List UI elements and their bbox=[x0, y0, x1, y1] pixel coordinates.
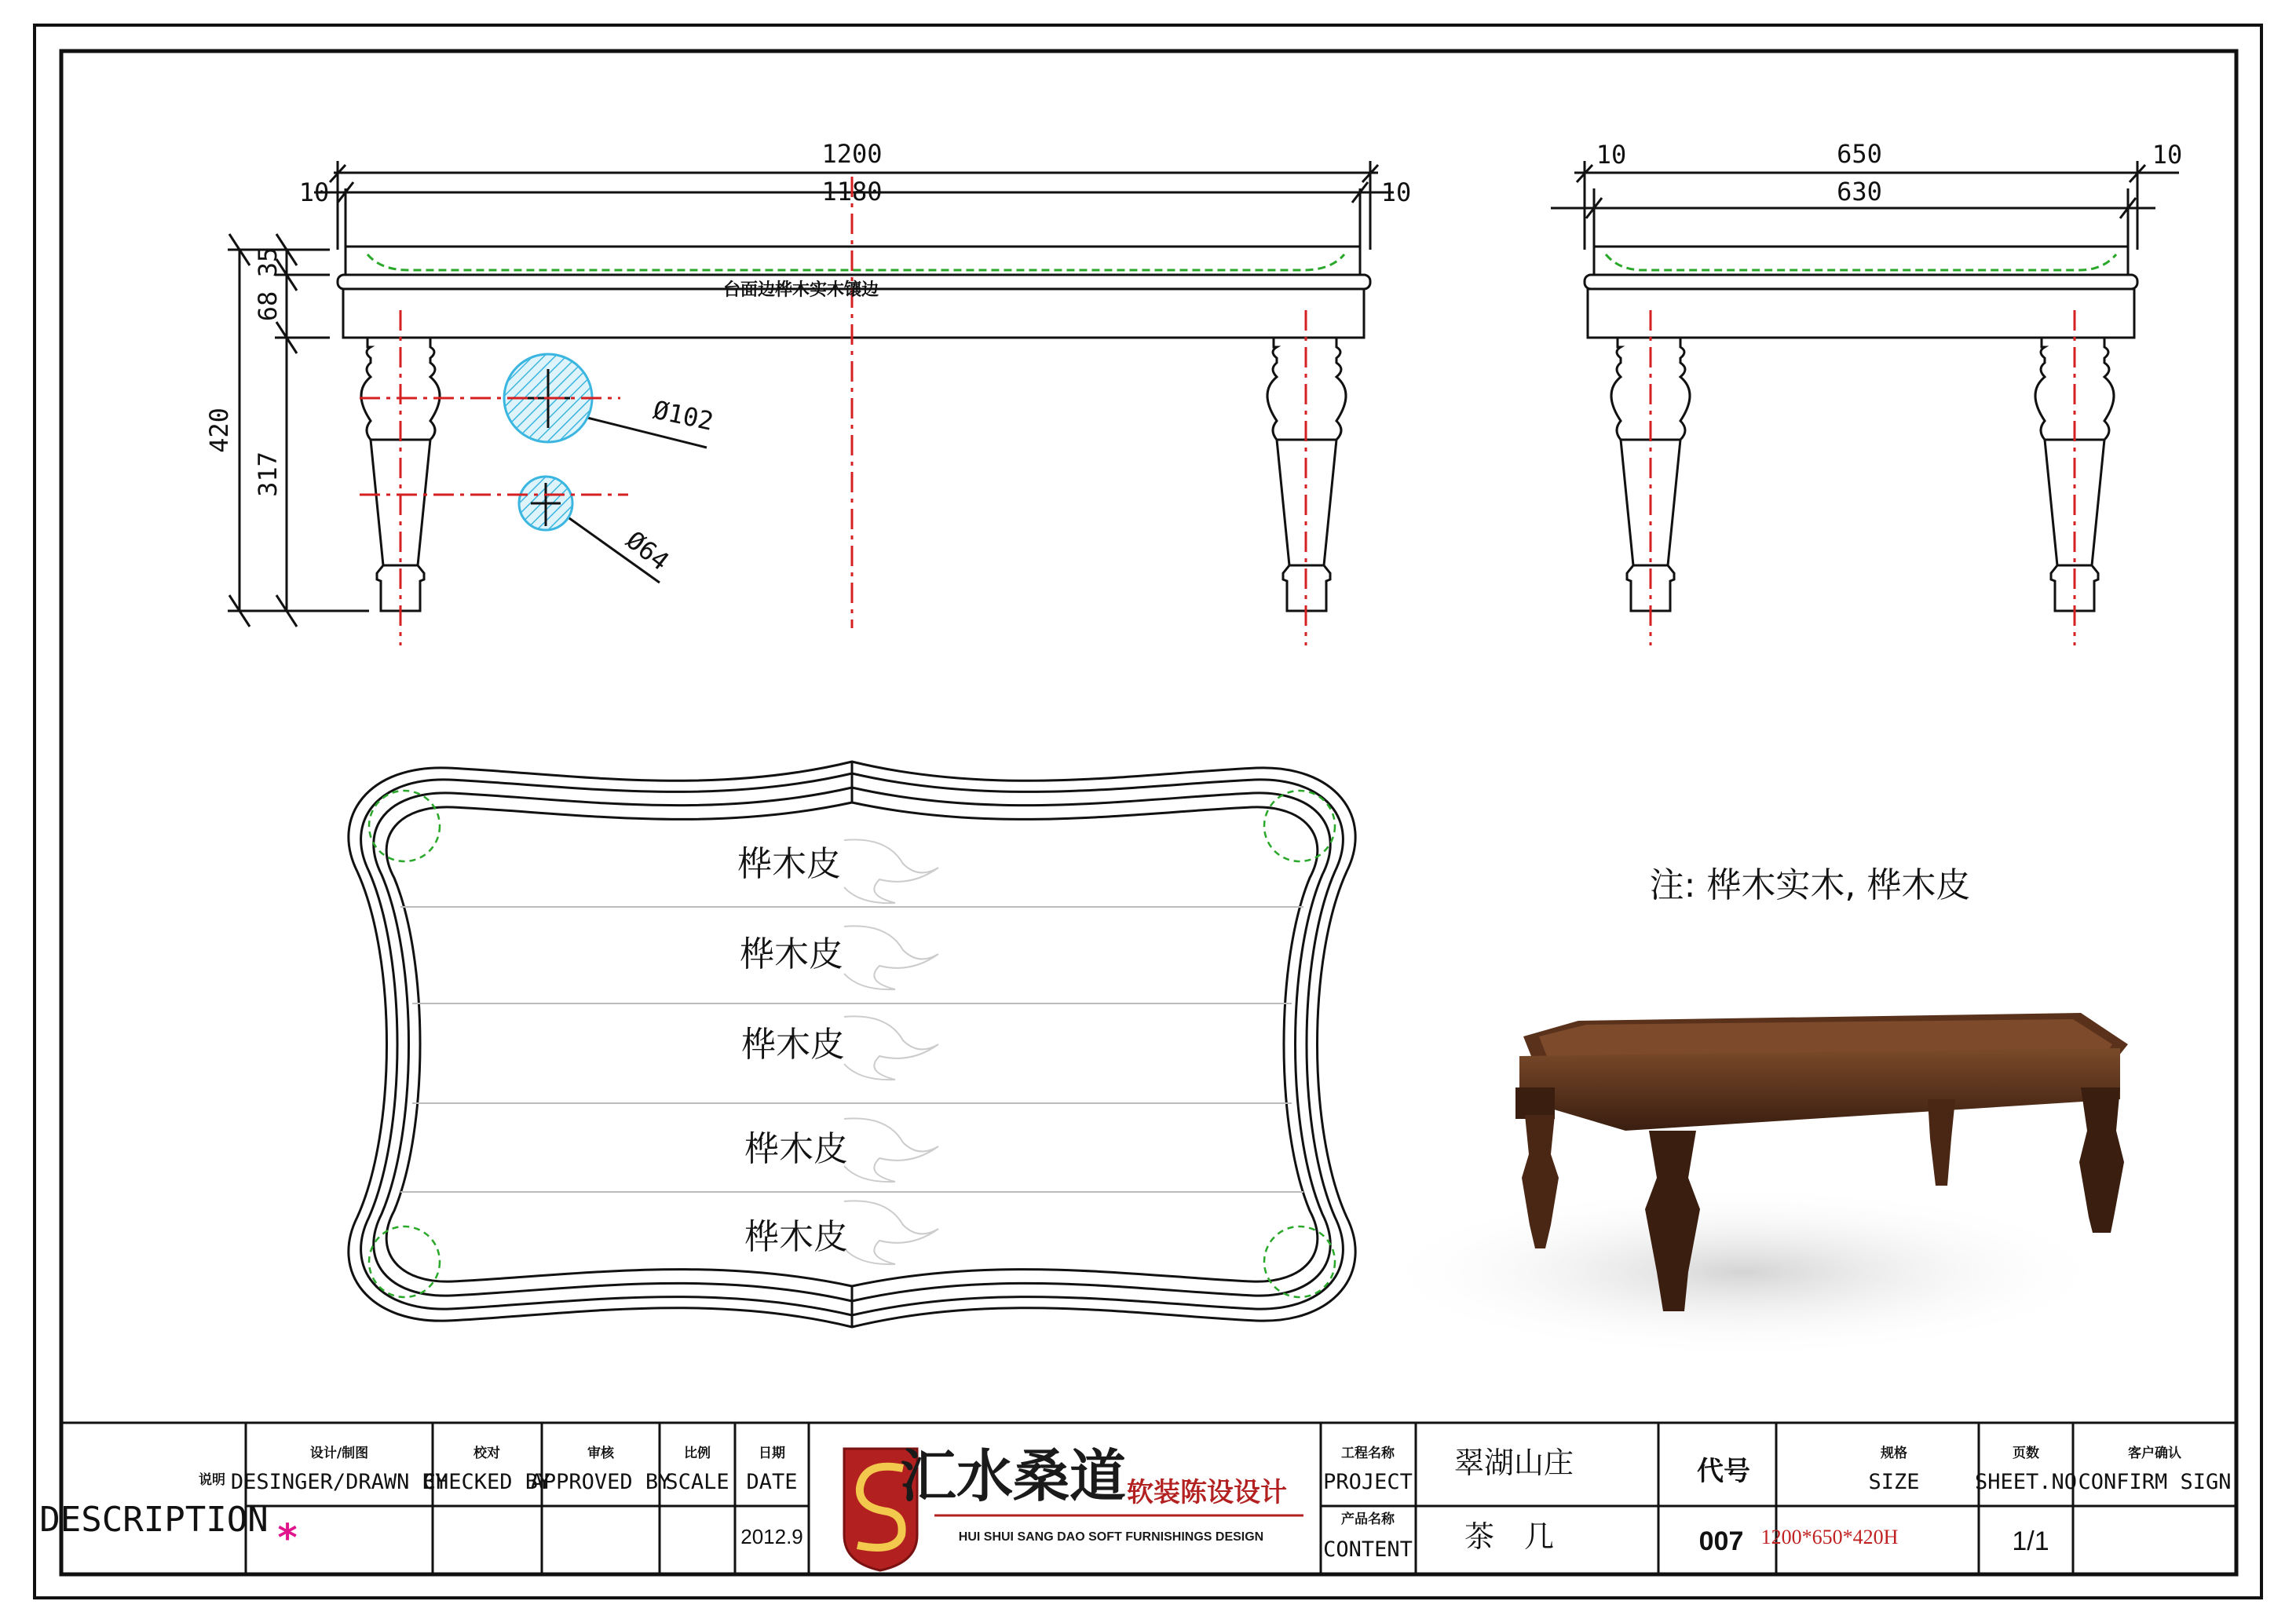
dim-height-top1: 35 bbox=[253, 247, 283, 278]
designer-cn: 设计/制图 bbox=[309, 1446, 369, 1461]
confirm-en: CONFIRM SIGN bbox=[2078, 1470, 2232, 1494]
scale-cn: 比例 bbox=[684, 1446, 711, 1461]
veneer-label-1: 桦木皮 bbox=[737, 844, 841, 884]
veneer-label-2: 桦木皮 bbox=[740, 934, 843, 974]
size-value: 1200*650*420H bbox=[1760, 1526, 1899, 1548]
code-label: 代号 bbox=[1697, 1456, 1750, 1487]
designer-en: DESINGER/DRAWN BY bbox=[230, 1470, 448, 1494]
checked-en: CHECKED BY bbox=[422, 1470, 551, 1494]
dim-side-left-margin: 10 bbox=[1596, 140, 1627, 170]
dim-side-inner: 630 bbox=[1837, 177, 1882, 207]
edge-note: 台面边桦木实木镶边 bbox=[722, 280, 879, 300]
date-cn: 日期 bbox=[759, 1446, 785, 1461]
logo-sub: 软装陈设设计 bbox=[1127, 1477, 1287, 1508]
checked-cn: 校对 bbox=[473, 1446, 500, 1461]
dim-height-top2: 68 bbox=[253, 291, 283, 322]
side-centerlines bbox=[1651, 310, 2075, 645]
logo-main: 汇水桑道 bbox=[899, 1443, 1127, 1509]
front-elevation bbox=[228, 161, 1394, 627]
content-cn: 产品名称 bbox=[1341, 1512, 1395, 1527]
content-value: 茶 几 bbox=[1464, 1519, 1555, 1554]
confirm-cn: 客户确认 bbox=[2128, 1446, 2181, 1461]
dim-dia-small: Ø64 bbox=[620, 525, 675, 577]
dim-side-total: 650 bbox=[1837, 139, 1882, 169]
date-value: 2012.9 bbox=[740, 1525, 803, 1548]
plan-view bbox=[349, 762, 1355, 1327]
side-elevation bbox=[1551, 161, 2179, 611]
size-en: SIZE bbox=[1868, 1470, 1920, 1494]
scale-en: SCALE bbox=[665, 1470, 729, 1494]
dim-front-left-margin: 10 bbox=[298, 177, 330, 207]
material-note: 注: 桦木实木, 桦木皮 bbox=[1649, 865, 1971, 905]
dim-front-total: 1200 bbox=[821, 139, 883, 169]
sheet-value: 1/1 bbox=[2012, 1526, 2049, 1556]
dim-height-leg: 317 bbox=[253, 451, 283, 497]
grain-marks bbox=[844, 839, 938, 1264]
code-value: 007 bbox=[1698, 1526, 1744, 1556]
size-cn: 规格 bbox=[1881, 1446, 1907, 1461]
dim-front-inner: 1180 bbox=[821, 177, 883, 207]
veneer-label-5: 桦木皮 bbox=[744, 1217, 848, 1257]
content-en: CONTENT bbox=[1323, 1537, 1413, 1562]
dim-dia-large: Ø102 bbox=[650, 394, 716, 437]
dim-height-total: 420 bbox=[204, 408, 234, 453]
sheet-cn: 页数 bbox=[2013, 1446, 2039, 1461]
project-en: PROJECT bbox=[1323, 1470, 1413, 1494]
approved-cn: 审核 bbox=[587, 1446, 614, 1461]
dim-side-right-margin: 10 bbox=[2152, 140, 2183, 170]
project-cn: 工程名称 bbox=[1341, 1446, 1395, 1461]
designer-mark: * bbox=[277, 1516, 298, 1560]
dim-front-right-margin: 10 bbox=[1380, 177, 1412, 207]
project-value: 翠湖山庄 bbox=[1454, 1446, 1574, 1480]
sheet-en: SHEET.NO bbox=[1974, 1470, 2078, 1494]
veneer-label-4: 桦木皮 bbox=[744, 1129, 848, 1169]
product-photo bbox=[1374, 1013, 2128, 1358]
logo-en: HUI SHUI SANG DAO SOFT FURNISHINGS DESIGN bbox=[958, 1530, 1264, 1544]
date-en: DATE bbox=[746, 1470, 798, 1494]
description-en: DESCRIPTION bbox=[39, 1500, 269, 1540]
veneer-label-3: 桦木皮 bbox=[741, 1025, 845, 1065]
description-cn: 说明 bbox=[199, 1472, 225, 1488]
approved-en: APPROVED BY bbox=[530, 1470, 671, 1494]
